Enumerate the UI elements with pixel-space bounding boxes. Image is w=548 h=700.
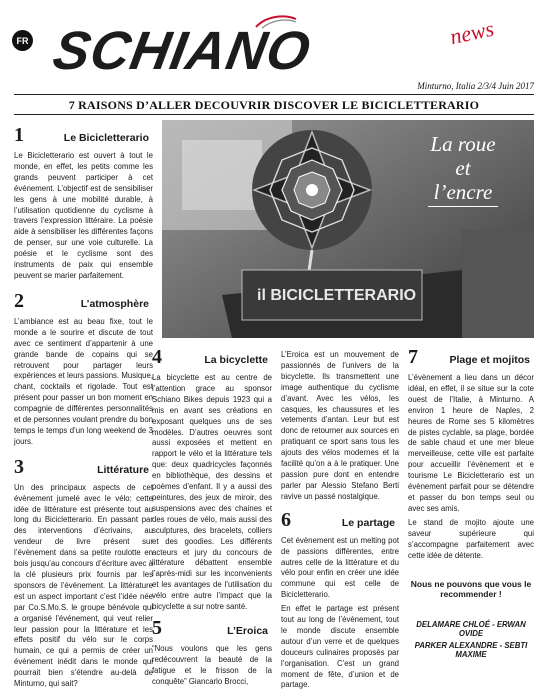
dateline: Minturno, Italia 2/3/4 Juin 2017 — [417, 81, 534, 91]
closing-line-1: Nous ne pouvons que vous le — [410, 579, 532, 590]
section-4 — [152, 346, 272, 613]
section-number: 5 — [152, 616, 162, 639]
section-paragraph: “Nous voulons que les gens redécouvrent la beauté de la fatigue et le frisson de la conquête” Giancarlo Brocci, — [152, 643, 272, 686]
section-paragraph: En effet le partage est présent tout au long de l’évènement, tout le monde discute ensemble autour d’un verre et de quelques douceurs culinaires proposés par l’organisation. C’est un grand moment de fête, d’union et de partage. — [281, 604, 399, 690]
section-paragraph: Le Bicicletterario est ouvert à tout le monde, en effet, les petits comme les grands peuvent participer à cet événement. L’objectif est de sensibiliser les gens à une mobilité durable, à l’utilisation quotidienne du cyclisme à travers l’expression littéraire. La poésie aide à sensibiliser les différentes façons de penser, sur une voie culturelle. La poésie et le cyclisme sont des instruments de paix qui ensemble peuvent se marier parfaitement. — [14, 151, 153, 280]
overlay-rule — [428, 206, 498, 207]
closing-block — [408, 579, 534, 659]
header-rule-top — [14, 94, 534, 95]
section-title: Plage et mojitos — [449, 354, 530, 366]
section-title: Le partage — [341, 516, 395, 529]
author-credits-1: DELAMARE CHLOÉ - ERWAN OVIDE — [416, 620, 526, 639]
overlay-line-1: La roue — [430, 132, 496, 156]
column-center-left — [152, 346, 272, 691]
section-title: Littérature — [97, 463, 149, 476]
author-credits-2: PARKER ALEXANDRE - SEBTI MAXIME — [414, 641, 528, 660]
column-right — [408, 346, 534, 659]
section-number: 4 — [152, 346, 162, 368]
section-number: 6 — [281, 508, 291, 531]
section-paragraph: L’évènement a lieu dans un décor idéal, en effet, il se situe sur la cote ouest de l’Italie, à Minturno. A environ 1 heure de Naples, 2 heures de Rome ses 5 kilomètres de pistes cyclable, sa plage, bordée de sable chaud et une mer bleue merveilleuse, cette ville est parfaite pour accueillir l’évènement et e tourisme Le Bicicletterario est un évènement parfait pour se détendre et passer du bon temps seul ou avec ses amis. — [408, 373, 534, 513]
masthead-logo: SCHIANO — [48, 21, 316, 81]
overlay-line-3: l’encre — [433, 180, 493, 204]
section-paragraph: Un des principaux aspects de cet évènement jumelé avec le vélo: cette idée de littérature est présente tout au long du Bicicletterario. En passant par des interventions d’écrivains, au vendeur de livre présent sur l’évènement dans sa petite roulotte en bois jusqu’au concours d’écriture avec à la clé plusieurs prix fournis par les sponsors de l’événement. La littérature est un aspect important c’est l’idée née par Co.S.Mo.S. le groupe bénévole qui a organisé l’événement, qui veut relier leur passion pour la littérature et les effets positif du vélo sur le corps humain, ce qui a permis de créer un évènement inédit dans le monde qui pourrait bien s’étendre au-delà de Minturno, qui sait? — [14, 482, 153, 689]
section-title: La bicyclette — [204, 354, 268, 366]
section-number: 7 — [408, 346, 418, 368]
section-number: 1 — [14, 124, 24, 146]
section-7 — [408, 346, 534, 561]
section-5-continued — [281, 350, 399, 503]
main-headline: 7 RAISONS D’ALLER DECOUVRIR DISCOVER LE BICICLETTERARIO — [68, 98, 480, 112]
section-paragraph: Le stand de mojito ajoute une saveur supérieure qui s’accompagne parfaitement avec cette idée de détente. — [408, 517, 534, 560]
section-5 — [152, 617, 272, 688]
photo-overlay-text — [428, 132, 498, 207]
article-photo — [162, 120, 534, 338]
section-3 — [14, 456, 153, 690]
masthead-logo-sub: news — [447, 15, 497, 50]
section-paragraph: La bicyclette est au centre de l’attention grace au sponsor Schiano Bikes depuis 1923 qui a mis en avant ses créations en exposant quelques uns de ses modèles. D’autres oeuvres sont aussi exposées et mettent en rapport le vélo et la littérature tels que: deux quadricycles façonnés en bibliothèque, des dessins et poèmes d’enfant. Il y a aussi des peintures, des jeux de miroir, des suspensions avec des chaines et des roues de vélo, mais aussi des sculptures, des bracelets, colliers et des goodies. Les différents acteurs et jury du concours de littérature débattent ensemble l’après-midi sur les inconvenients et les avantages de l’utilisation du vélo entre autre l’impact que la bicyclette a sur notre santé. — [152, 373, 272, 612]
section-number: 2 — [14, 289, 24, 312]
column-center-right — [281, 350, 399, 694]
section-title: Le Bicicletterario — [63, 132, 149, 144]
header-rule-bottom — [14, 114, 534, 115]
section-title: L’atmosphère — [80, 297, 149, 310]
column-left — [14, 124, 153, 693]
section-6 — [281, 509, 399, 692]
section-title: L’Eroica — [227, 624, 268, 637]
section-paragraph: Cet évènement est un melting pot de passions différentes, entre autres celle de la littérature et du vélo pour enfin en créer une idée commune qui est celle de Bicicletterario. — [281, 535, 399, 600]
section-number: 3 — [14, 455, 24, 478]
section-paragraph: L’ambiance est au beau fixe, tout le monde a le sourire et discute de tout avec ce sentiment d’appartenir à une grande bande de copains qui se retrouvent pour partager leurs expériences et leurs passions. Musique, chant, cocktails et rigolade. Tout est présent pour passer un bon moment en compagnie de différentes personnalités et de personnes voulant prendre du bon temps le temps d’un long weekend de 3 jours. — [14, 316, 153, 446]
language-badge: FR — [12, 30, 33, 51]
section-1 — [14, 124, 153, 282]
overlay-line-2: et — [455, 156, 471, 180]
section-2 — [14, 290, 153, 448]
section-paragraph: L’Eroica est un mouvement de passionnés de l’univers de la bicyclette. Ils transmettent une image authentique du cyclisme d’avant. Avec les vélos, les casques, les chaussures et les vetements d’antan. Leur but est donc de retourner aux sources en pratiquant ce sport sans tous les ajouts des vélos modernes et la facilité qu’on a à le pratiquer. Une passion pure dont en entendre parler par Alessio Stefano Berti ravive un passé nostalgique. — [281, 350, 399, 501]
closing-line-2: recommender ! — [440, 589, 502, 600]
photo-sign-text: il BICICLETTERARIO — [257, 287, 417, 304]
